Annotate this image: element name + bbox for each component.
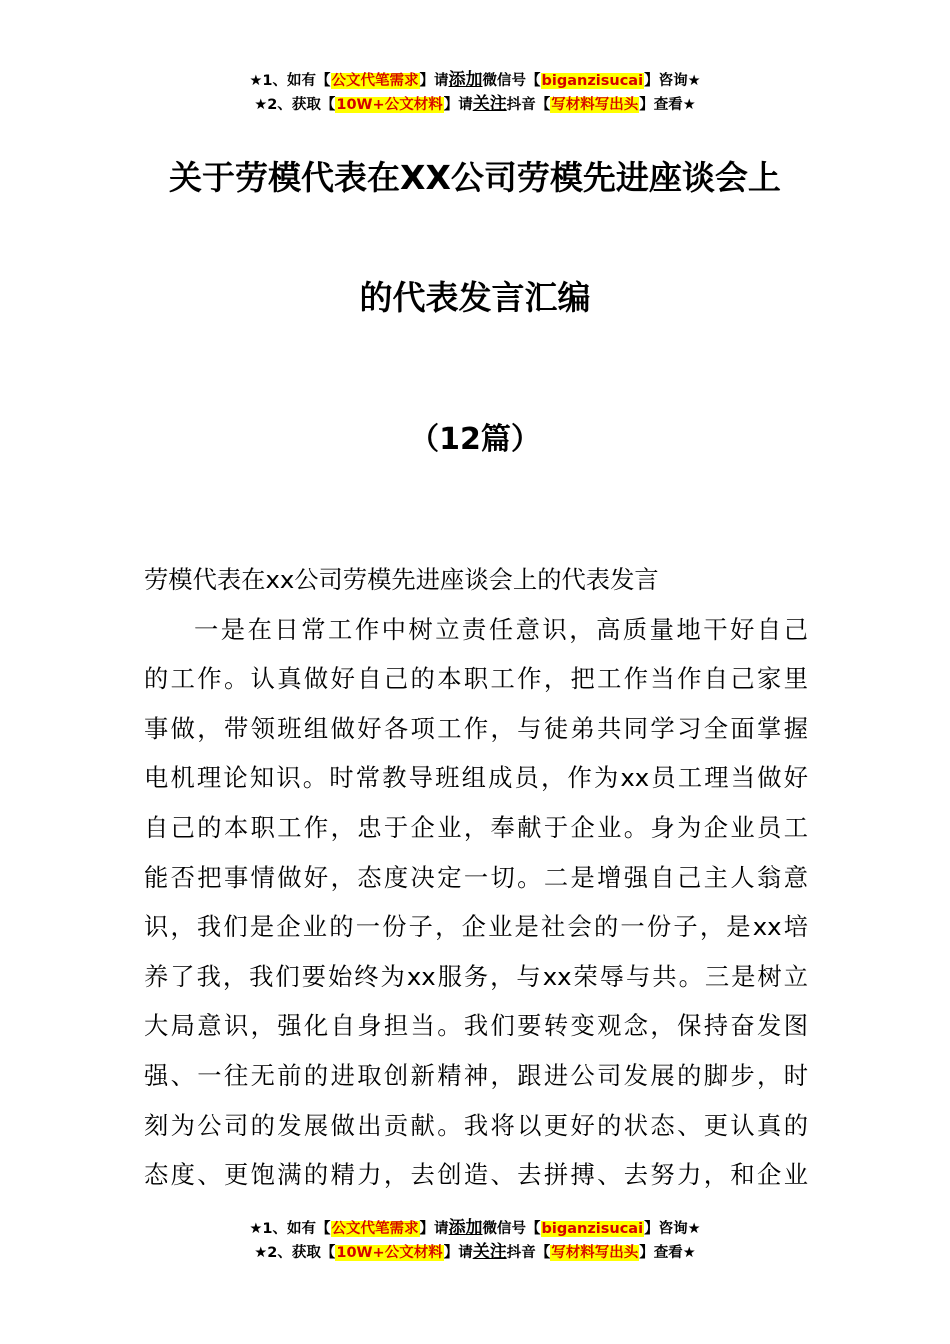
- promo-banner-top: [0, 68, 950, 116]
- promo-banner-bottom: [0, 1216, 950, 1264]
- promo-text: 】请: [419, 73, 449, 89]
- promo-text: 微信号【: [482, 73, 541, 89]
- promo-highlight: 10W+公文材料: [336, 97, 443, 113]
- paragraph-line: 电机理论知识。时常教导班组成员，作为xx员工理当做好: [144, 763, 808, 793]
- promo-highlight: biganzisucai: [541, 73, 644, 89]
- promo-highlight: 10W+公文材料: [336, 1245, 443, 1261]
- paragraph-line: 态度、更饱满的精力，去创造、去拼搏、去努力，和企业: [144, 1160, 808, 1190]
- promo-highlight: 写材料写出头: [551, 97, 639, 113]
- document-title-line-2: 的代表发言汇编: [359, 278, 591, 317]
- document-body: [144, 555, 808, 1200]
- promo-line-2: [0, 1240, 950, 1264]
- promo-line-2: [0, 92, 950, 116]
- promo-underlined: 关注: [472, 94, 507, 114]
- promo-text: ★1、如有【: [249, 1221, 331, 1237]
- document-title-line-1: 关于劳模代表在XX公司劳模先进座谈会上: [169, 158, 781, 197]
- promo-text: 】请: [443, 1245, 473, 1261]
- promo-text: 】咨询★: [644, 73, 701, 89]
- promo-line-1: [0, 68, 950, 92]
- paragraph-line: 的工作。认真做好自己的本职工作，把工作当作自己家里: [144, 664, 808, 694]
- paragraph-line: 识，我们是企业的一份子，企业是社会的一份子，是xx培: [144, 912, 808, 942]
- promo-text: 抖音【: [506, 1245, 551, 1261]
- promo-underlined: 添加: [448, 1218, 483, 1238]
- section-heading: 劳模代表在xx公司劳模先进座谈会上的代表发言: [144, 565, 659, 594]
- promo-text: 】咨询★: [644, 1221, 701, 1237]
- promo-text: 】请: [419, 1221, 449, 1237]
- paragraph-line: 能否把事情做好，态度决定一切。二是增强自己主人翁意: [144, 862, 808, 892]
- paragraph-line: 自己的本职工作，忠于企业，奉献于企业。身为企业员工: [144, 812, 808, 842]
- promo-text: 微信号【: [482, 1221, 541, 1237]
- paragraph-line: 大局意识，强化自身担当。我们要转变观念，保持奋发图: [144, 1011, 808, 1041]
- promo-underlined: 关注: [472, 1242, 507, 1262]
- promo-highlight: 公文代笔需求: [331, 1221, 419, 1237]
- paragraph-line: 一是在日常工作中树立责任意识，高质量地干好自己: [194, 614, 808, 644]
- paragraph-line: 养了我，我们要始终为xx服务，与xx荣辱与共。三是树立: [144, 961, 808, 991]
- promo-text: ★2、获取【: [254, 97, 336, 113]
- promo-highlight: 公文代笔需求: [331, 73, 419, 89]
- promo-highlight: 写材料写出头: [551, 1245, 639, 1261]
- promo-highlight: biganzisucai: [541, 1221, 644, 1237]
- promo-underlined: 添加: [448, 70, 483, 90]
- paragraph-line: 事做，带领班组做好各项工作，与徒弟共同学习全面掌握: [144, 713, 808, 743]
- promo-text: 】请: [443, 97, 473, 113]
- promo-line-1: [0, 1216, 950, 1240]
- promo-text: ★1、如有【: [249, 73, 331, 89]
- promo-text: 抖音【: [506, 97, 551, 113]
- promo-text: 】查看★: [639, 1245, 696, 1261]
- document-title-count: （12篇）: [409, 422, 541, 457]
- paragraph-line: 刻为公司的发展做出贡献。我将以更好的状态、更认真的: [144, 1110, 808, 1140]
- promo-text: ★2、获取【: [254, 1245, 336, 1261]
- promo-text: 】查看★: [639, 97, 696, 113]
- paragraph-line: 强、一往无前的进取创新精神，跟进公司发展的脚步，时: [144, 1060, 808, 1090]
